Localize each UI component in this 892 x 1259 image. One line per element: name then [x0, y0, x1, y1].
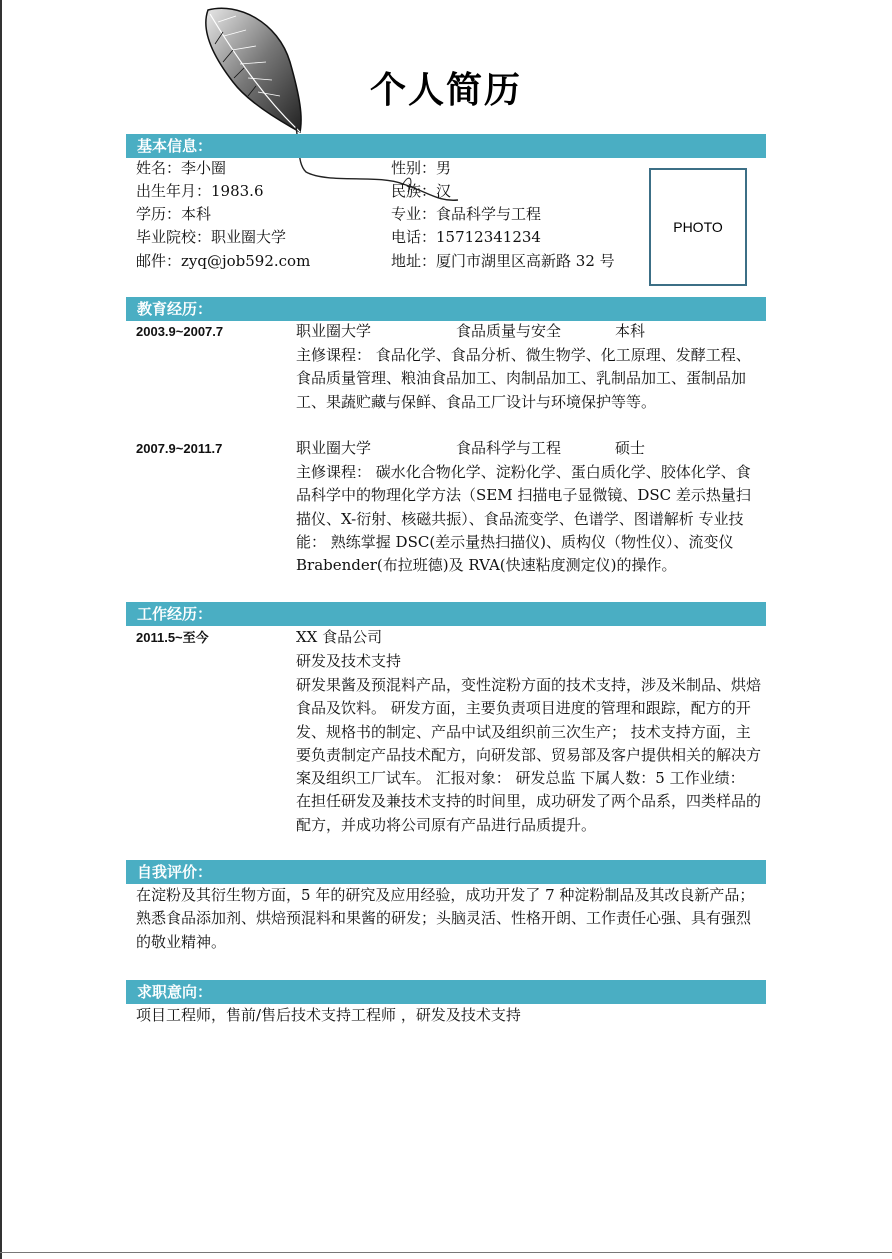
page-left-border: [0, 0, 2, 1259]
education-2-date: 2007.9~2011.7: [136, 441, 223, 456]
section-header-intent: 求职意向：: [126, 980, 766, 1004]
section-header-work: 工作经历：: [126, 602, 766, 626]
basic-phone: 电话：15712341234: [391, 228, 541, 246]
page-title: 个人简历: [369, 69, 522, 111]
work-detail: 研发果酱及预混料产品，变性淀粉方面的技术支持，涉及米制品、烘焙食品及饮料。 研发方面，主要负责项目进度的管理和跟踪，配方的开发、规格书的制定、产品中试及组织前三次生产； 技术支持方面，主要负责制定产品技术配方，向研发部、贸易部及客户提供相关的解决方案及组织工厂试车。 汇报对象： 研发总监 下属人数：5 工作业绩： 在担任研发及兼技术支持的时间里，成功研发了两个品系，四类样品的配方，并成功将公司原有产品进行品质提升。: [296, 676, 762, 834]
basic-major: 专业：食品科学与工程: [391, 205, 542, 223]
photo-placeholder: PHOTO: [649, 168, 747, 286]
section-header-basic: 基本信息：: [126, 134, 766, 158]
education-1-date: 2003.9~2007.7: [136, 324, 224, 339]
page-bottom-border: [0, 1252, 892, 1253]
basic-school: 毕业院校：职业圈大学: [136, 228, 287, 246]
basic-address: 地址：厦门市湖里区高新路 32 号: [391, 252, 615, 270]
basic-ethnicity: 民族：汉: [391, 182, 452, 200]
self-eval-text: 在淀粉及其衍生物方面，5 年的研究及应用经验，成功开发了 7 种淀粉制品及其改良新产品；熟悉食品添加剂、烘焙预混料和果酱的研发；头脑灵活、性格开朗、工作责任心强、具有强烈的敬业精神。: [136, 886, 755, 951]
education-1-detail: 主修课程： 食品化学、食品分析、微生物学、化工原理、发酵工程、食品质量管理、粮油食品加工、肉制品加工、乳制品加工、蛋制品加工、果蔬贮藏与保鲜、食品工厂设计与环境保护等等。: [296, 346, 751, 411]
basic-email: 邮件：zyq@job592.com: [136, 252, 311, 270]
education-2-detail: 主修课程： 碳水化合物化学、淀粉化学、蛋白质化学、胶体化学、食品科学中的物理化学方法（SEM 扫描电子显微镜、DSC 差示热量扫描仪、X-衍射、核磁共振）、食品流变学、色谱学、图谱解析 专业技能： 熟练掌握 DSC(差示量热扫描仪)、质构仪（物性仪）、流变仪 Brabender(布拉班德)及 RVA(快速粘度测定仪)的操作。: [296, 463, 751, 575]
section-header-education: 教育经历：: [126, 297, 766, 321]
work-date: 2011.5~至今: [136, 630, 209, 645]
section-header-self-eval: 自我评价：: [126, 860, 766, 884]
work-position: 研发及技术支持: [296, 652, 402, 670]
basic-name: 姓名：李小圈: [136, 159, 227, 177]
education-1-degree: 本科: [615, 322, 646, 340]
education-1-school: 职业圈大学: [296, 322, 372, 340]
education-2-school: 职业圈大学: [296, 439, 372, 457]
basic-gender: 性别：男: [391, 159, 452, 177]
education-2-degree: 硕士: [615, 439, 646, 457]
work-company: XX 食品公司: [296, 628, 383, 646]
basic-birth: 出生年月：1983.6: [136, 182, 264, 200]
education-2-major: 食品科学与工程: [456, 439, 562, 457]
intent-text: 项目工程师，售前/售后技术支持工程师 ，研发及技术支持: [136, 1006, 521, 1024]
basic-degree: 学历：本科: [136, 205, 212, 223]
education-1-major: 食品质量与安全: [456, 322, 562, 340]
